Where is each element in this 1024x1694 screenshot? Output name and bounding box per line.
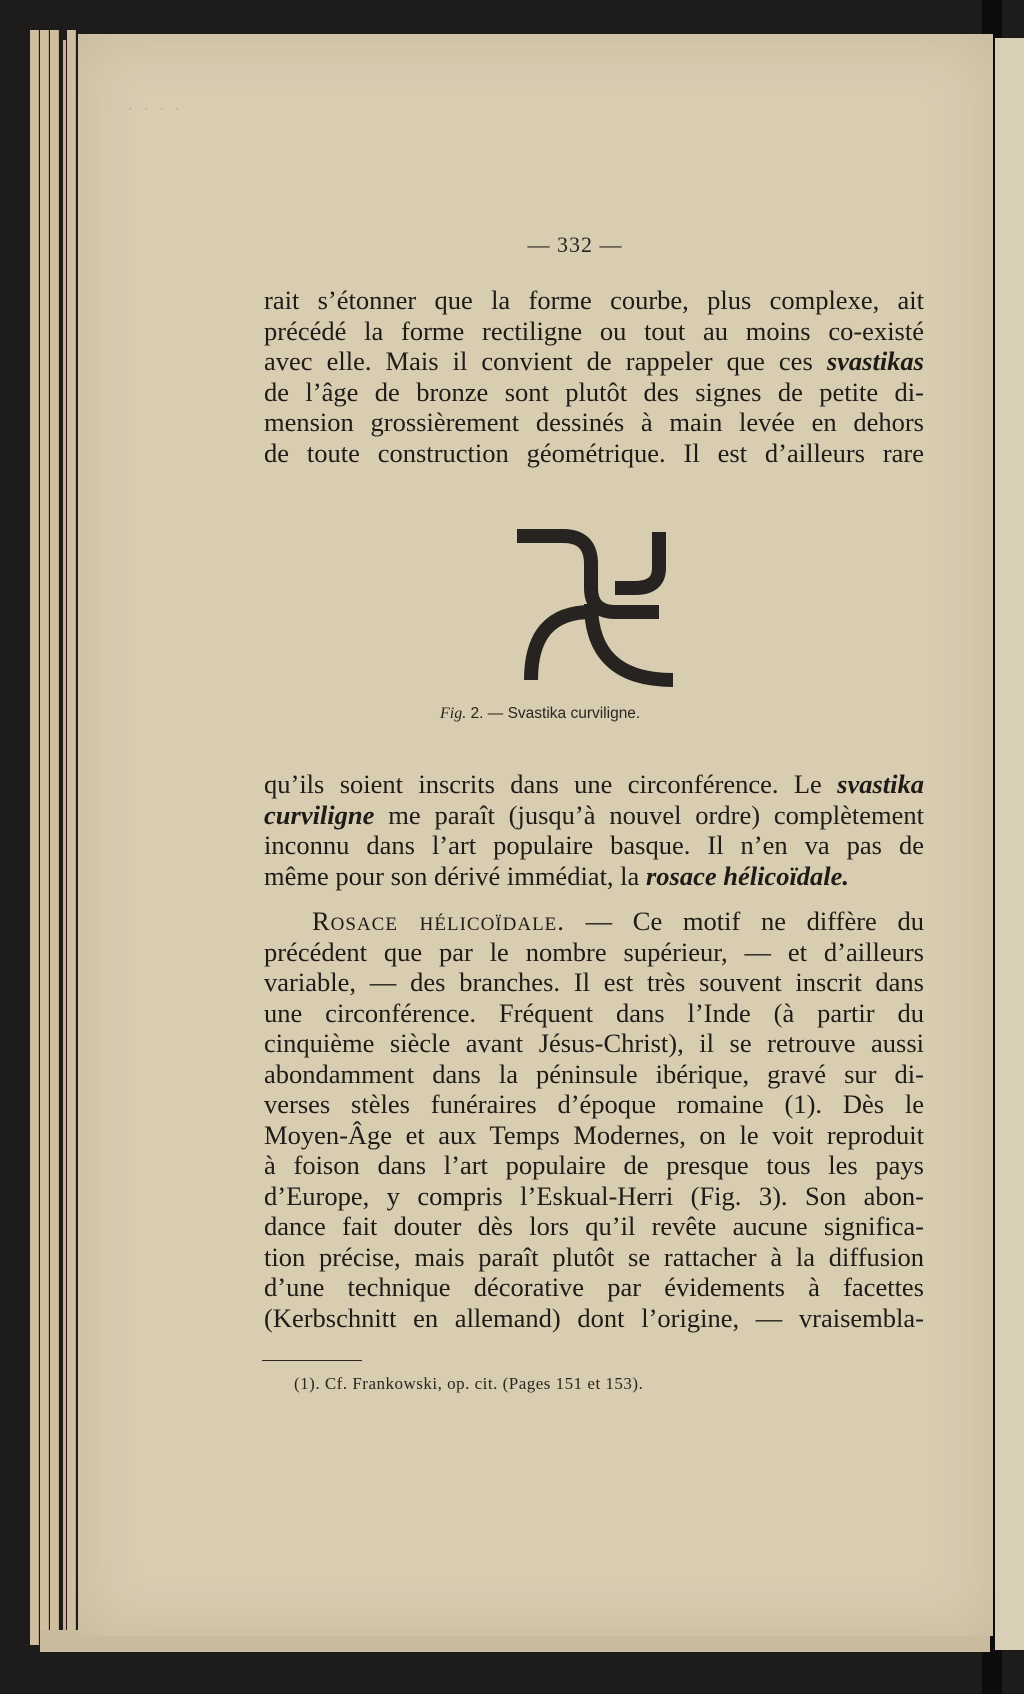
svastika-arm [517,536,659,612]
curvilinear-svastika-icon [515,528,675,688]
text-line [264,800,924,831]
text-line [264,861,924,892]
text-line: variable, — des branches. Il est très souvent inscrit dans [264,967,924,997]
italic-term: rosace hélicoïdale. [645,860,850,891]
figure-caption [440,705,780,723]
text-line: de l’âge de bronze sont plutôt des signes de petite di- [264,376,924,407]
figure-caption-text: 2. — Svastika curviligne. [470,705,641,722]
svastika-arm [615,532,659,588]
text-line: à foison dans l’art populaire de presque tous les pays [264,1150,924,1180]
text-line: abondamment dans la péninsule ibérique, gravé sur di- [264,1058,924,1089]
text-line: cinquième siècle avant Jésus-Christ), il se retrouve aussi [264,1028,924,1058]
scan-speck: · · · · [128,105,183,114]
text-run: me paraît (jusqu’à nouvel ordre) complètement [374,799,924,830]
figure-label: Fig. [440,705,467,722]
page-edge-stack [30,30,39,1645]
text-line: verses stèles funéraires d’époque romaine (1). Dès le [264,1089,924,1119]
text-line: inconnu dans l’art populaire basque. Il n’en va pas de [264,830,924,860]
text-line: d’une technique décorative par évidements à facettes [264,1272,924,1302]
page-number: — 332 — [527,232,623,257]
italic-term: curviligne [264,799,375,830]
text-line: rait s’étonner que la forme courbe, plus complexe, ait [264,285,924,315]
text-line: précédé la forme rectiligne ou tout au moins co-existé [264,315,924,346]
italic-term: svastikas [826,346,924,376]
text-line: (Kerbschnitt en allemand) dont l’origine, — vraisembla- [264,1302,924,1333]
text-line: tion précise, mais paraît plutôt se rattacher à la diffusion [264,1241,924,1272]
text-line: d’Europe, y compris l’Eskual-Herri (Fig. 3). Son abon- [264,1180,924,1211]
svastika-arm [531,612,591,680]
page-edge-stack [67,30,76,1645]
paragraph-2 [264,769,924,891]
text-line: précédent que par le nombre supérieur, — et d’ailleurs [264,936,924,967]
paragraph-1 [264,285,924,468]
next-page-edge [995,38,1024,1650]
text-line: Moyen-Âge et aux Temps Modernes, on le voit reproduit [264,1119,924,1150]
text-line [264,906,924,937]
page-edge-stack [40,30,49,1645]
page-edge-tint [63,40,66,1630]
text-line: de toute construction géométrique. Il est d’ailleurs rare [264,437,924,468]
footnote-rule [262,1360,362,1361]
section-heading: Rosace hélicoïdale. [312,906,565,936]
page-edge-stack [50,30,59,1645]
italic-term: svastika [837,769,924,799]
text-line [264,769,924,800]
text-run: qu’ils soient inscrits dans une circonférence. Le [264,769,838,799]
text-run: — Ce motif ne diffère du [564,906,924,936]
text-run: même pour son dérivé immédiat, la [264,860,646,891]
text-run: avec elle. Mais il convient de rappeler que ces [264,346,827,376]
text-line [264,346,924,377]
text-line: mension grossièrement dessinés à main levée en dehors [264,407,924,437]
text-line: dance fait douter dès lors qu’il revête aucune significa- [264,1211,924,1241]
paragraph-3 [264,906,924,1333]
text-line: une circonférence. Fréquent dans l’Inde (à partir du [264,997,924,1028]
footnote: (1). Cf. Frankowski, op. cit. (Pages 151 et 153). [294,1374,644,1393]
